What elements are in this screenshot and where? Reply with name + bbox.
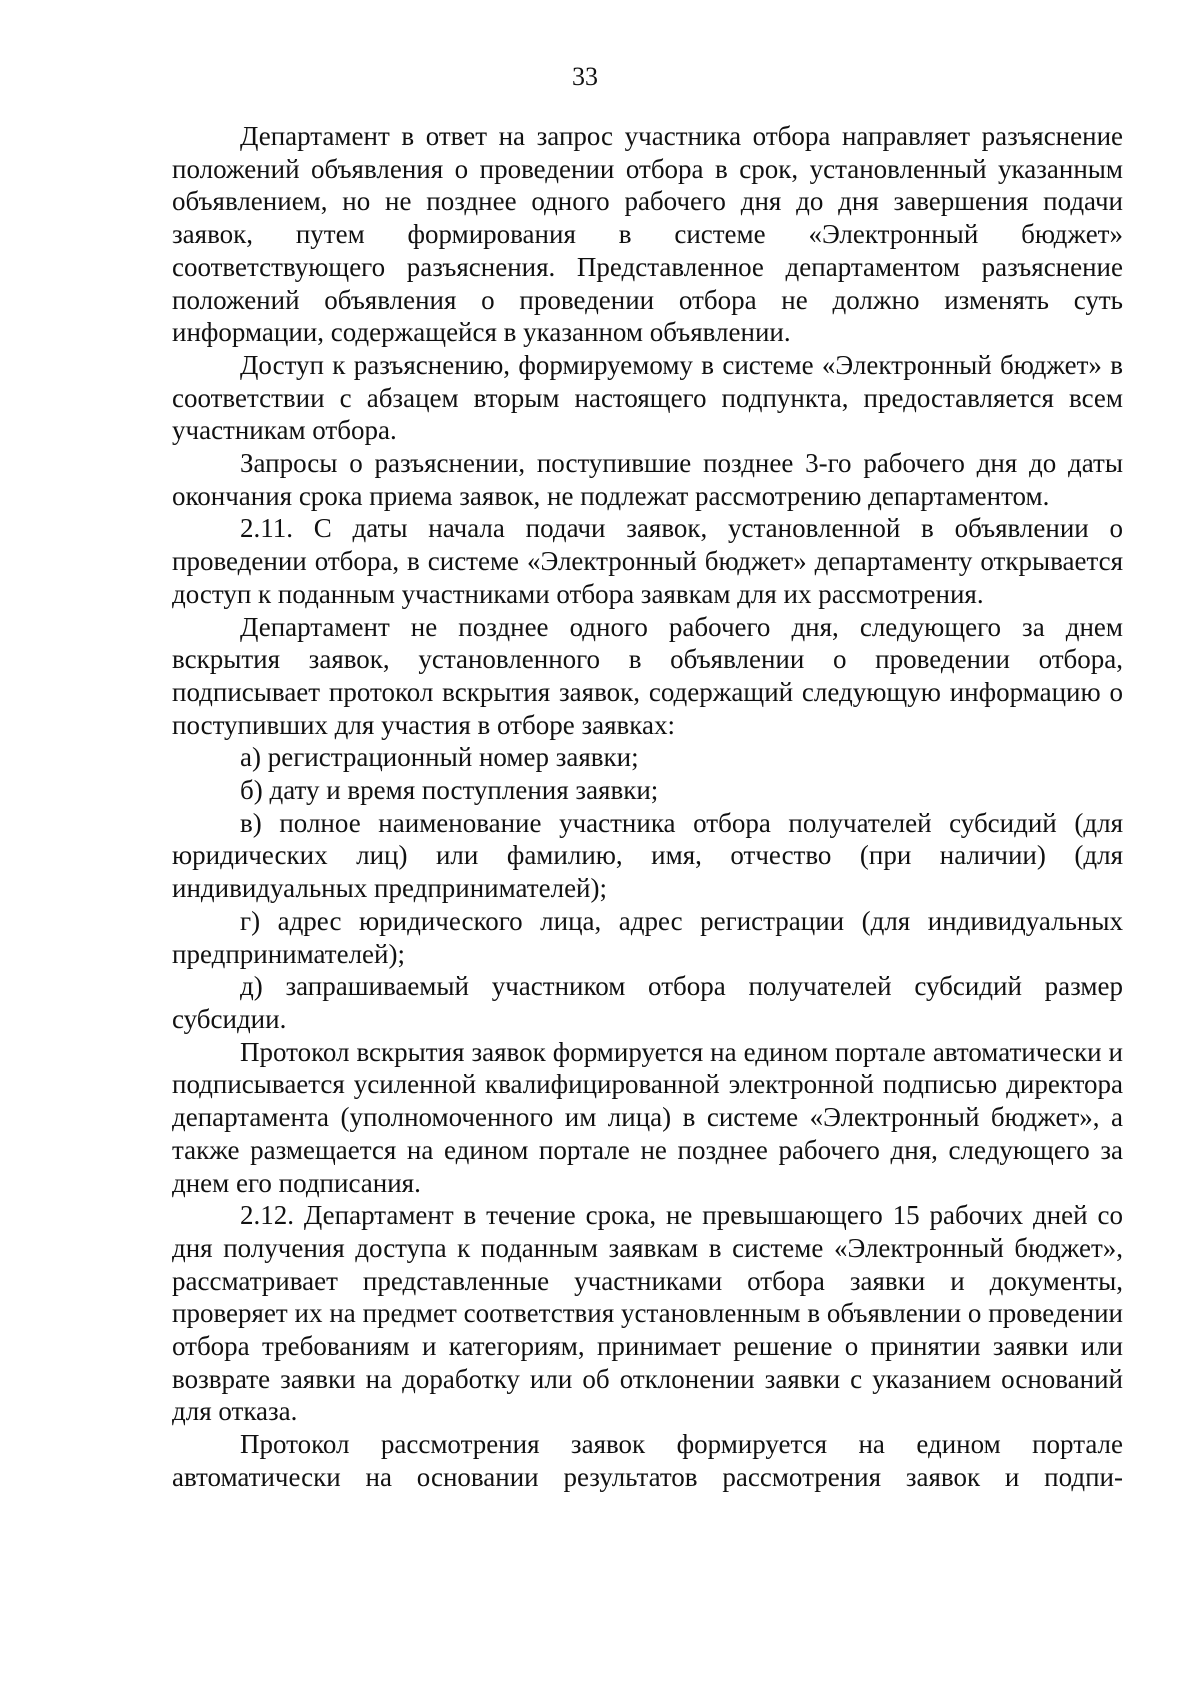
document-body	[172, 120, 1123, 1494]
paragraph-clarification-response: Департамент в ответ на запрос участника отбора направляет разъяснение положений объявления о проведении отбора в срок, установленный указанным объявлением, но не позднее одного рабочего дня до дня завершения подачи заявок, путем формирования в системе «Электронный бюджет» соответствующего разъяснения. Представленное департаментом разъяснение положений объявления о проведении отбора не должно изменять суть информации, содержащейся в указанном объявлении.	[172, 121, 1123, 348]
list-item-b: б) дату и время поступления заявки;	[240, 775, 659, 806]
page-number: 33	[572, 62, 598, 91]
paragraph-2-11-access: 2.11. С даты начала подачи заявок, установленной в объявлении о проведении отбора, в системе «Электронный бюджет» департаменту открывается доступ к поданным участниками отбора заявкам для их рассмотрения.	[172, 513, 1123, 609]
paragraph-2-12-review: 2.12. Департамент в течение срока, не превышающего 15 рабочих дней со дня получения доступа к поданным заявкам в системе «Электронный бюджет», рассматривает представленные участниками отбора заявки и документы, проверяет их на предмет соответствия установленным в объявлении о проведении отбора требованиям и категориям, принимает решение о принятии заявки или возврате заявки на доработку или об отклонении заявки с указанием оснований для отказа.	[172, 1200, 1123, 1427]
paragraph-opening-protocol: Департамент не позднее одного рабочего дня, следующего за днем вскрытия заявок, установленного в объявлении о проведении отбора, подписывает протокол вскрытия заявок, содержащий следующую информацию о поступивших для участия в отборе заявках:	[172, 611, 1123, 740]
paragraph-late-requests: Запросы о разъяснении, поступившие позднее 3-го рабочего дня до даты окончания срока приема заявок, не подлежат рассмотрению департаментом.	[172, 448, 1123, 511]
list-item-a: а) регистрационный номер заявки;	[240, 742, 639, 773]
paragraph-clarification-access: Доступ к разъяснению, формируемому в системе «Электронный бюджет» в соответствии с абзацем вторым настоящего подпункта, предоставляется всем участникам отбора.	[172, 349, 1123, 446]
list-item-v: в) полное наименование участника отбора получателей субсидий (для юридических лиц) или фамилию, имя, отчество (при наличии) (для индивидуальных предпринимателей);	[172, 807, 1123, 904]
list-item-d: д) запрашиваемый участником отбора получателей субсидий размер субсидии.	[172, 971, 1123, 1034]
list-item-g: г) адрес юридического лица, адрес регистрации (для индивидуальных предпринимателей);	[172, 905, 1123, 969]
paragraph-review-protocol: Протокол рассмотрения заявок формируется на едином портале автоматически на основании результатов рассмотрения заявок и подпи-	[172, 1429, 1123, 1492]
paragraph-protocol-signing: Протокол вскрытия заявок формируется на едином портале автоматически и подписывается усиленной квалифицированной электронной подписью директора департамента (уполномоченного им лица) в системе «Электронный бюджет», а также размещается на едином портале не позднее рабочего дня, следующего за днем его подписания.	[172, 1036, 1123, 1198]
